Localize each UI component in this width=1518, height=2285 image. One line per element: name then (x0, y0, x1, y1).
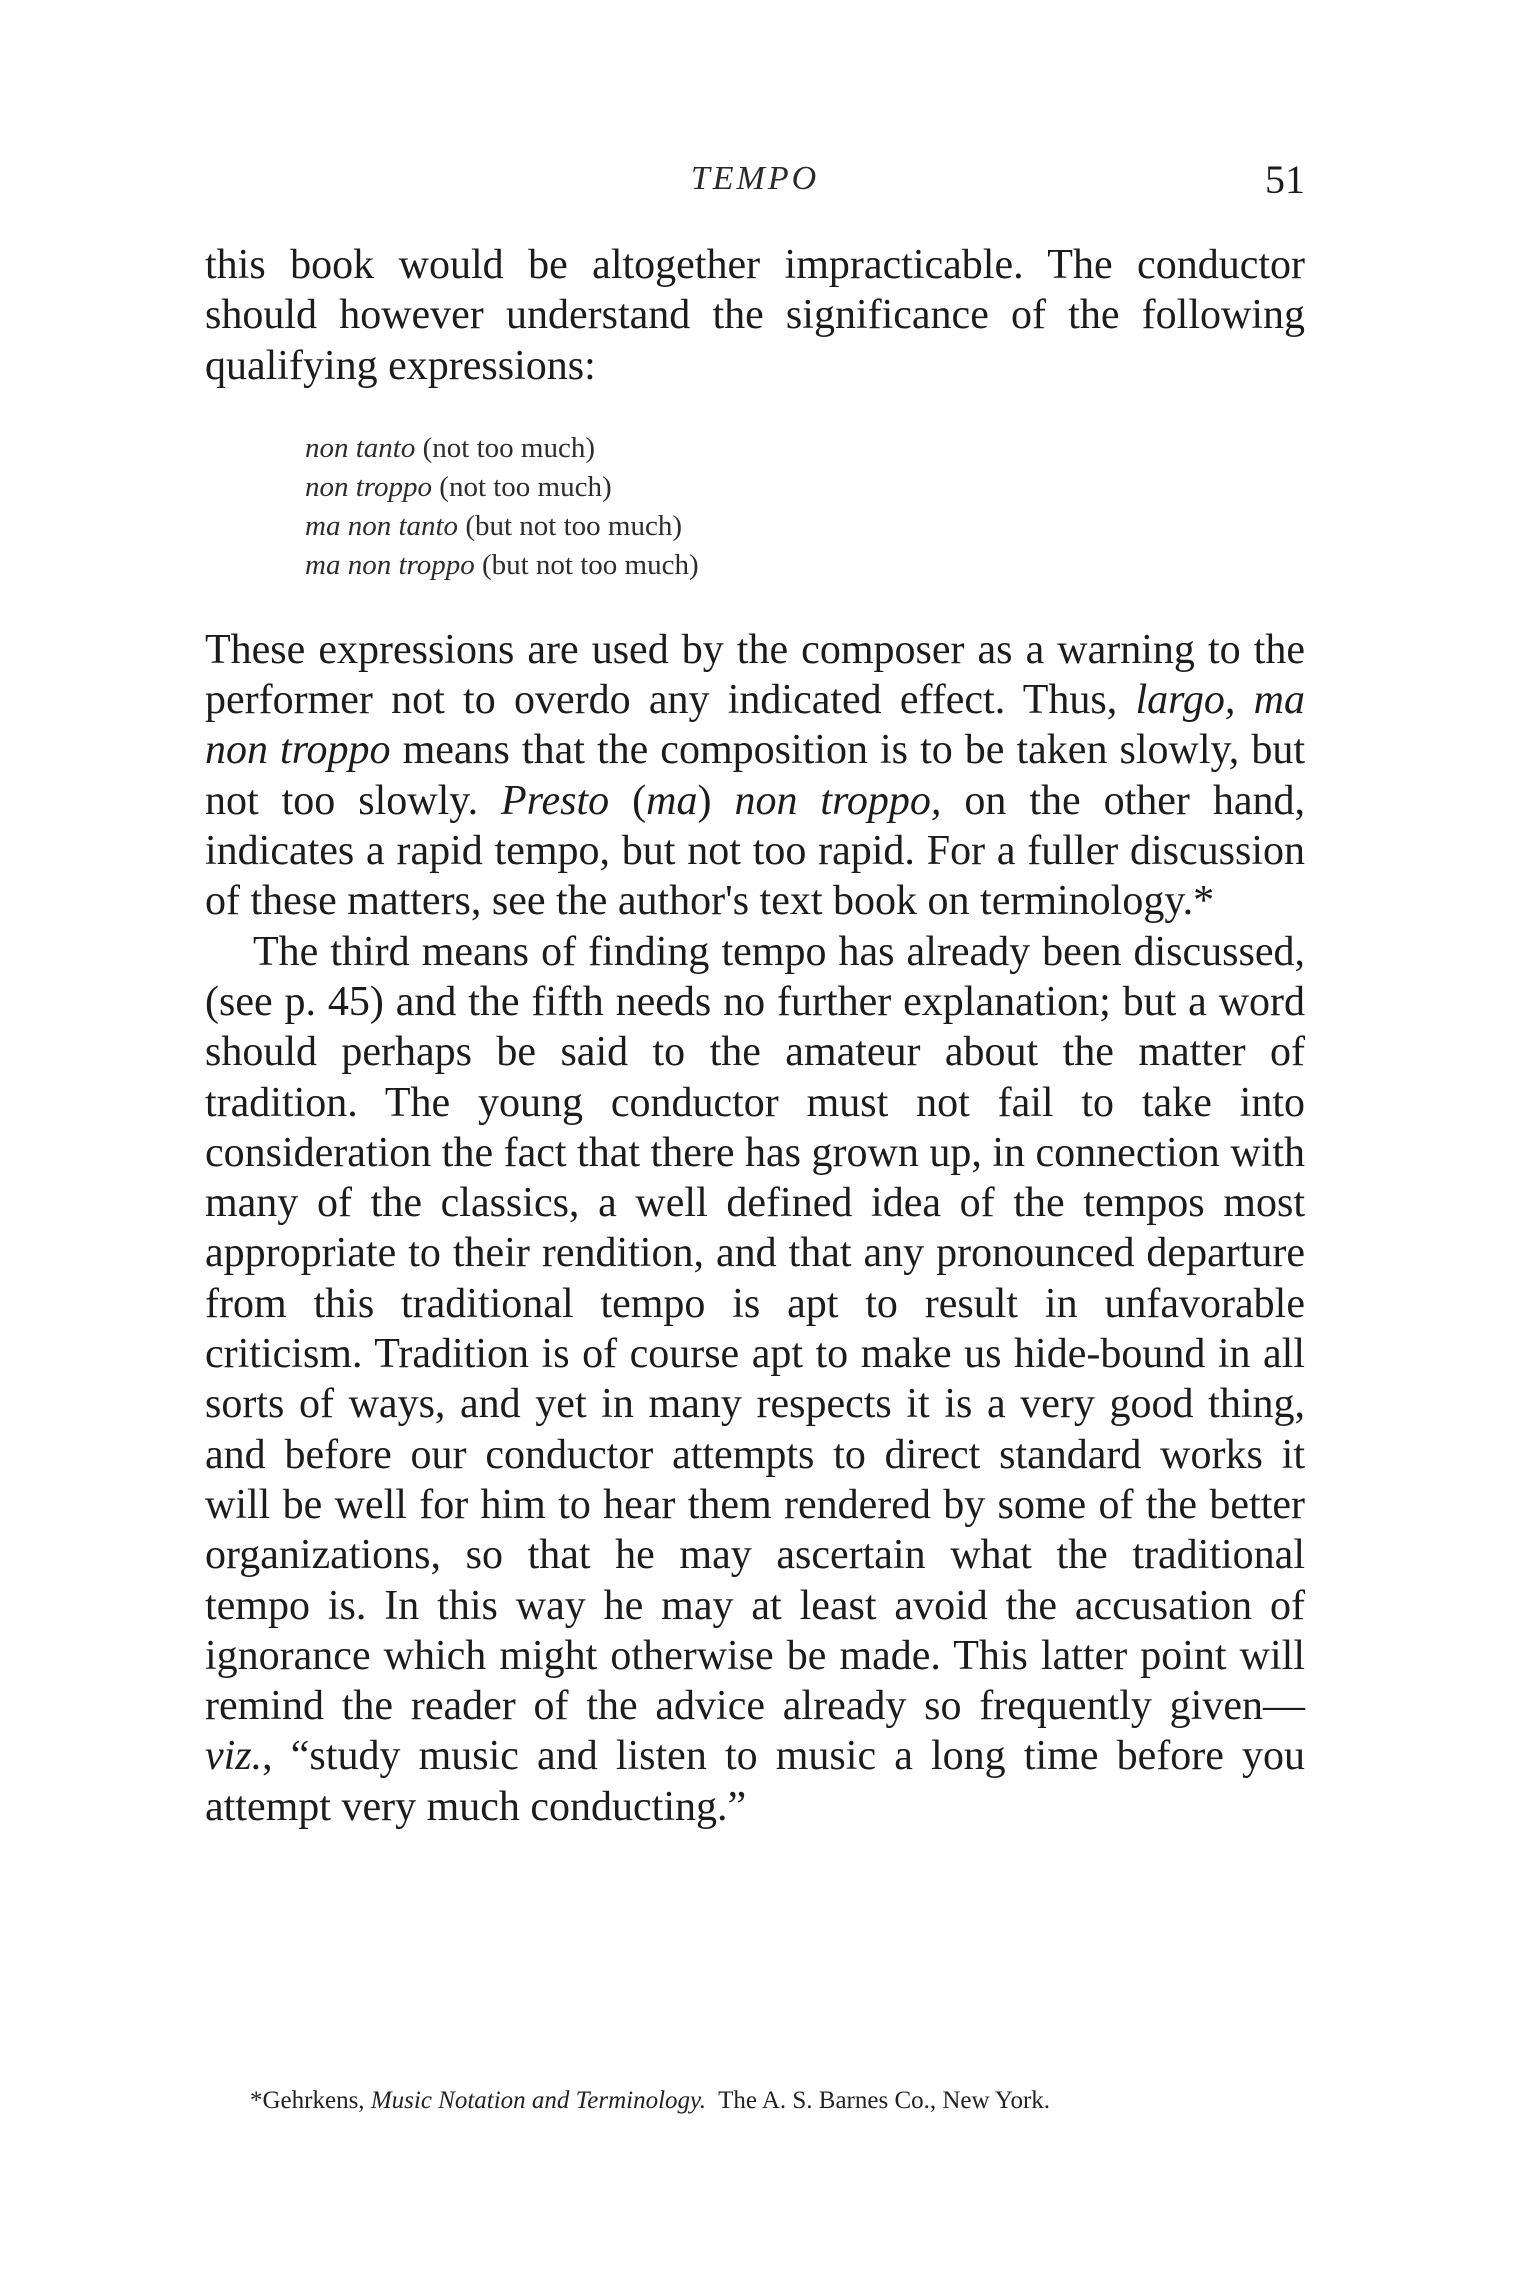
intro-paragraph: this book would be altogether impracticable. The conductor should however understand the significance of the following qualifying expressions: (205, 242, 1305, 389)
expression-gloss: (but not too much) (474, 548, 699, 581)
text-run: on the other hand, indicates a rapid tempo, but not too rapid. For a fuller discussion of these matters, see the author's text book on terminology.* (205, 777, 1306, 925)
expression-term: non troppo (305, 470, 433, 503)
paragraph-tradition (205, 927, 1305, 1832)
body-text (205, 240, 1305, 1832)
expression-gloss: (not too much) (432, 470, 612, 503)
text-run: means that the composition is to be taken slowly, but not too slowly. (205, 727, 1305, 824)
book-page (205, 150, 1305, 2150)
italic-term: non troppo, (734, 777, 942, 824)
italic-term: Presto (501, 777, 610, 824)
paragraph-expressions-warning (205, 625, 1305, 927)
running-head (205, 150, 1305, 210)
text-run: ( (609, 777, 647, 824)
expression-term: non tanto (305, 431, 416, 464)
expression-gloss: (but not too much) (458, 509, 682, 542)
footnote-title: Music Notation and Terminology. (370, 2087, 707, 2114)
text-run: These expressions are used by the composer as a warning to the performer not to overdo any indicated effect. Thus, (205, 626, 1305, 724)
expression-gloss: (not too much) (415, 431, 595, 464)
expression-term: ma non troppo (305, 548, 475, 581)
running-title: TEMPO (690, 160, 820, 197)
italic-term: ma (646, 777, 698, 824)
expression-term: ma non tanto (305, 509, 459, 542)
italic-term: viz. (205, 1733, 263, 1780)
text-run: ) (697, 777, 735, 824)
footnote-author: *Gehrkens, (250, 2087, 371, 2114)
text-run: The third means of finding tempo has already been discussed, (see p. 45) and the fifth needs no further explanation; but a word should perhaps be said to the amateur about the matter of tradition. The young conductor must not fail to take into consideration the fact that there has grown up, in connection with many of the classics, a well defined idea of the tempos most appropriate to their rendition, and that any pronounced departure from this traditional tempo is apt to result in unfavorable criticism. Tradition is of course apt to make us hide-bound in all sorts of ways, and yet in many respects it is a very good thing, and before our conductor attempts to direct standard works it will be well for him to hear them rendered by some of the better organizations, so that he may ascertain what the traditional tempo is. In this way he may at least avoid the accusation of ignorance which might otherwise be made. This latter point will remind the reader of the advice already so frequently given— (205, 928, 1305, 1730)
footnote (250, 2085, 1310, 2117)
list-item (305, 429, 1305, 468)
page-number: 51 (1265, 157, 1305, 202)
list-item (305, 546, 1305, 585)
italic-term: largo, ma non troppo (205, 677, 1305, 774)
qualifying-expressions-list (305, 429, 1305, 585)
list-item (305, 468, 1305, 507)
list-item (305, 507, 1305, 546)
text-run: , “study music and listen to music a long time before you attempt very much conducting.” (205, 1733, 1305, 1830)
footnote-publisher: The A. S. Barnes Co., New York. (706, 2087, 1051, 2114)
